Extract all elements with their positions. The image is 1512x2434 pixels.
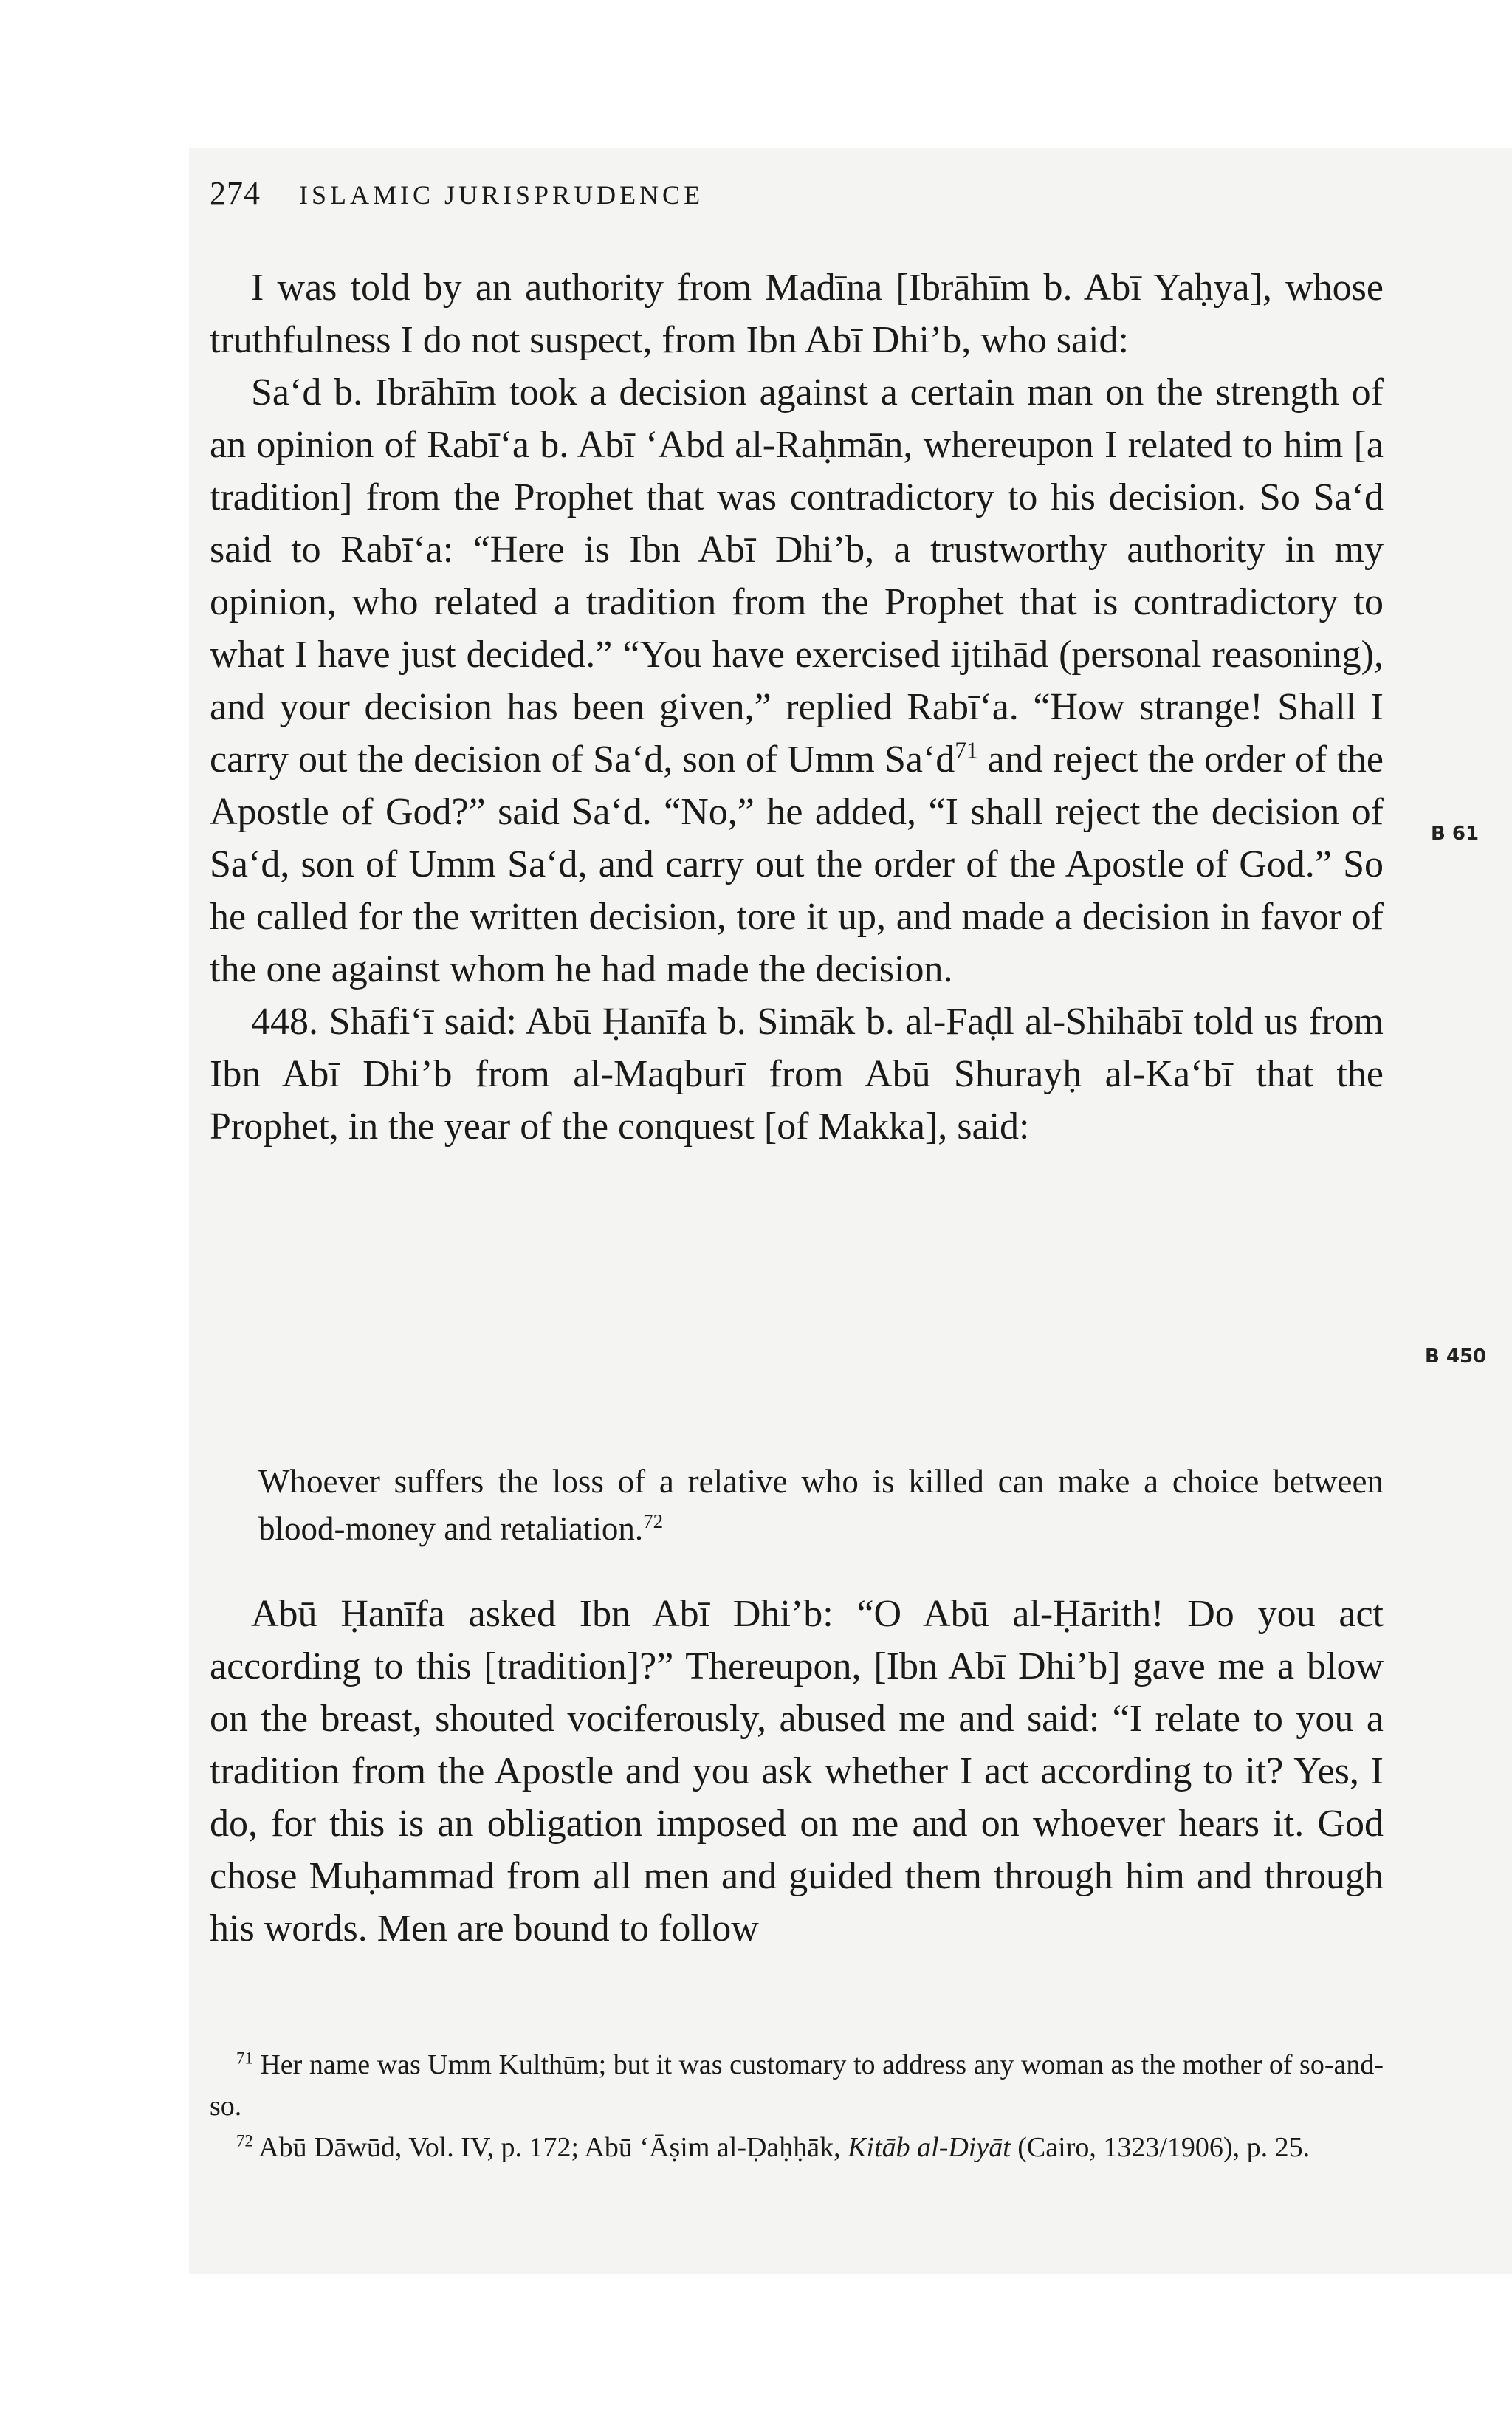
footnote-72-text-b: (Cairo, 1323/1906), p. 25. bbox=[1010, 2132, 1310, 2163]
footnote-72 bbox=[210, 2127, 1384, 2168]
footnote-mark-71: 71 bbox=[236, 2049, 253, 2068]
footnote-72-book-title: Kitāb al-Diyāt bbox=[848, 2132, 1011, 2163]
paragraph-sad-text-a: Sa‘d b. Ibrāhīm took a decision against a certain man on the strength of an opinion of Rabī‘a b. Abī ‘Abd al-Raḥmān, whereupon I related to him [a tradition] from the Prophet that was contradictory to his decision. So Sa‘d said to Rabī‘a: “Here is Ibn Abī Dhi’b, a trustworthy authority in my opinion, who related a tradition from the Prophet that is contradictory to what I have just decided.” “You have exercised ijtihād (personal reasoning), and your decision has been given,” replied Rabī‘a. “How strange! Shall I carry out the decision of Sa‘d, son of Umm Sa‘d bbox=[210, 371, 1384, 781]
paragraph-sad-text-b: and reject the order of the Apostle of God?” said Sa‘d. “No,” he added, “I shall reject the decision of Sa‘d, son of Umm Sa‘d, and carry out the order of the Apostle of God.” So he called for the written decision, tore it up, and made a decision in favor of the one against whom he had made the decision. bbox=[210, 738, 1384, 990]
paragraph-intro: I was told by an authority from Madīna [Ibrāhīm b. Abī Yaḥya], whose truthfulness I do not suspect, from Ibn Abī Dhi’b, who said: bbox=[210, 267, 1384, 361]
main-text-bottom bbox=[210, 1588, 1384, 1955]
quote-text: Whoever suffers the loss of a relative who is killed can make a choice between blood-money and retaliation. bbox=[258, 1463, 1384, 1547]
footnotes bbox=[210, 2044, 1384, 2168]
footnote-72-text-a: Abū Dāwūd, Vol. IV, p. 172; Abū ‘Āṣim al-Ḍaḥḥāk, bbox=[252, 2132, 848, 2163]
footnote-ref-71: 71 bbox=[955, 737, 978, 764]
footnote-ref-72: 72 bbox=[643, 1510, 664, 1532]
block-quote bbox=[258, 1458, 1384, 1552]
paragraph-sad-decision bbox=[210, 366, 1384, 995]
margin-note-b450: B 450 bbox=[1425, 1345, 1487, 1368]
main-text-top bbox=[210, 261, 1384, 1153]
running-header bbox=[210, 174, 704, 212]
footnote-71 bbox=[210, 2044, 1384, 2127]
running-title: ISLAMIC JURISPRUDENCE bbox=[299, 180, 704, 210]
page-number: 274 bbox=[210, 175, 261, 211]
footnote-mark-72: 72 bbox=[236, 2131, 253, 2150]
paragraph-abu-hanifa: Abū Ḥanīfa asked Ibn Abī Dhi’b: “O Abū al-Ḥārith! Do you act according to this [tradition]?” Thereupon, [Ibn Abī Dhi’b] gave me a blow on the breast, shouted vociferously, abused me and said: “I relate to you a tradition from the Apostle and you ask whether I act according to it? Yes, I do, for this is an obligation imposed on me and on whoever hears it. God chose Muḥammad from all men and guided them through him and through his words. Men are bound to follow bbox=[210, 1593, 1384, 1950]
footnote-71-text: Her name was Umm Kulthūm; but it was customary to address any woman as the mother of so-and-so. bbox=[210, 2049, 1384, 2122]
margin-note-b61: B 61 bbox=[1431, 823, 1480, 845]
paragraph-448: 448. Shāfi‘ī said: Abū Ḥanīfa b. Simāk b. al-Faḍl al-Shihābī told us from Ibn Abī Dhi’b from al-Maqburī from Abū Shurayḥ al-Ka‘bī that the Prophet, in the year of the conquest [of Makka], said: bbox=[210, 1001, 1384, 1148]
